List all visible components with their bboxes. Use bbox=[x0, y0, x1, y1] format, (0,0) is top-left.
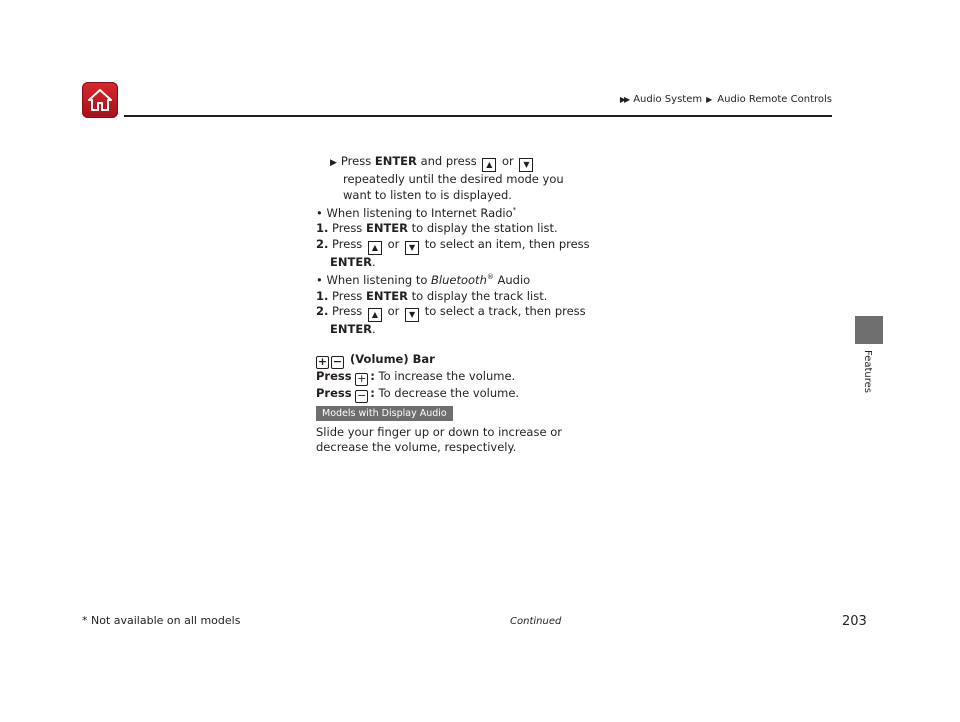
breadcrumb-arrow-icon: ▶ bbox=[706, 95, 713, 104]
header-rule bbox=[124, 115, 832, 117]
minus-key: − bbox=[357, 388, 367, 402]
breadcrumb-item-audio-system[interactable]: Audio System bbox=[633, 94, 703, 105]
home-button[interactable] bbox=[82, 82, 118, 118]
continued-label: Continued bbox=[510, 616, 562, 627]
reference-arrow-icon: ▶ bbox=[330, 158, 337, 168]
down-arrow-key: ▼ bbox=[405, 308, 419, 322]
plus-key: + bbox=[317, 354, 328, 368]
up-arrow-key: ▲ bbox=[368, 308, 382, 322]
breadcrumb-item-remote-controls[interactable]: Audio Remote Controls bbox=[717, 94, 832, 105]
content-body: ▶ Press ENTER and press ▲ or ▼ repeatedly until the desired mode you want to listen to is displayed. • When listening to Internet Radio* 1. Press ENTER to display the station list. 2. Press ▲ or ▼ to select an item, then press ENTER. • When listening to Bluetooth® Audio 1. Press ENTER to display the track list. 2. Press ▲ or ▼ to select a track, then press ENTER. + − (Volume) Bar Press + : To increase the volume. Press − : To decrease the volume. Models with Display Audio Slide your finger up or down to increase or decrease the volume, respectively. bbox=[316, 154, 590, 455]
breadcrumb bbox=[620, 94, 832, 105]
page-number: 203 bbox=[842, 614, 867, 629]
instruction-line: ▶ Press ENTER and press ▲ or ▼ bbox=[316, 154, 576, 172]
step-2: 2. Press ▲ or ▼ to select an item, then press bbox=[316, 237, 576, 255]
model-badge: Models with Display Audio bbox=[316, 406, 453, 421]
plus-key: + bbox=[357, 371, 367, 385]
bullet-bluetooth: • When listening to Bluetooth® Audio bbox=[316, 273, 531, 288]
home-icon bbox=[87, 88, 113, 112]
bullet-internet-radio: • When listening to Internet Radio* bbox=[316, 205, 517, 220]
up-arrow-key: ▲ bbox=[482, 158, 496, 172]
step-1-bt: 1. Press ENTER to display the track list. bbox=[316, 288, 548, 303]
volume-minus-line: Press − : To decrease the volume. bbox=[316, 385, 520, 402]
section-tab[interactable] bbox=[855, 316, 883, 344]
volume-heading: + − (Volume) Bar bbox=[317, 351, 435, 368]
footnote: * Not available on all models bbox=[82, 614, 241, 627]
breadcrumb-arrow-icon: ▶▶ bbox=[619, 95, 629, 104]
down-arrow-key: ▼ bbox=[405, 241, 419, 255]
down-arrow-key: ▼ bbox=[519, 158, 533, 172]
step-2-bt: 2. Press ▲ or ▼ to select a track, then press bbox=[316, 304, 576, 322]
volume-plus-line: Press + : To increase the volume. bbox=[316, 368, 516, 385]
minus-key: − bbox=[332, 354, 343, 368]
section-label: Features bbox=[862, 350, 873, 393]
up-arrow-key: ▲ bbox=[368, 241, 382, 255]
step-1: 1. Press ENTER to display the station list. bbox=[316, 221, 558, 236]
